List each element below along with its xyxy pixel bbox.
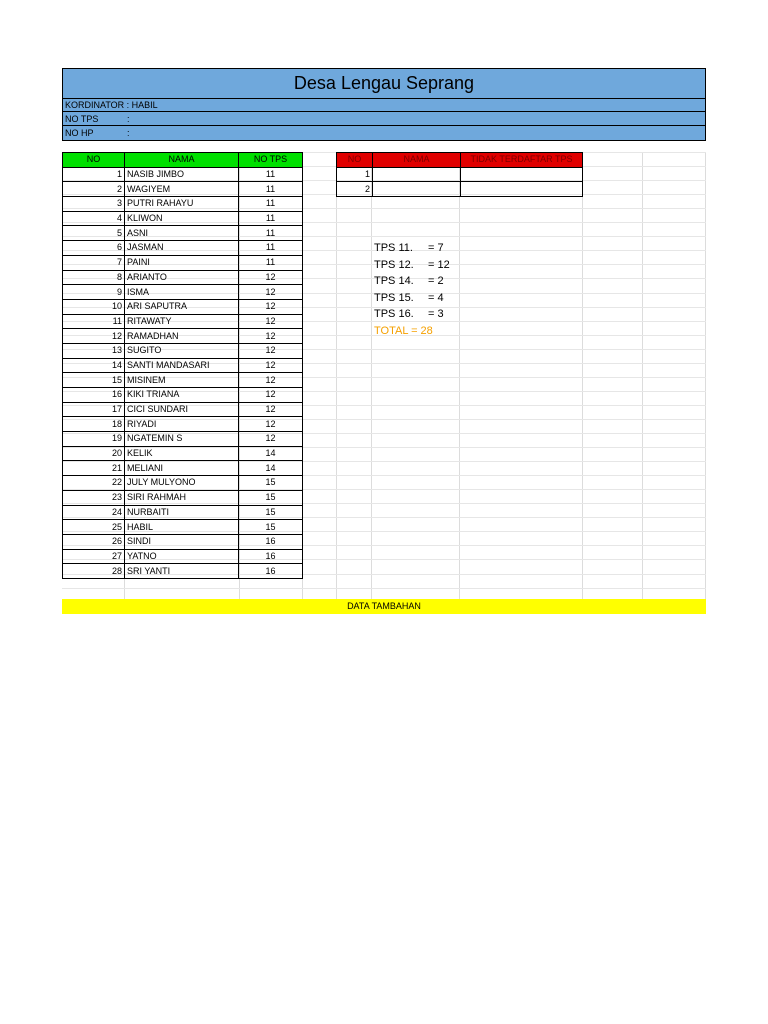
table-row <box>63 549 303 564</box>
summary-label: TPS 12. <box>374 258 414 271</box>
row-keterangan <box>461 182 583 197</box>
row-no: 11 <box>63 314 125 329</box>
col-no-tps: NO TPS <box>239 153 303 168</box>
row-nama: YATNO <box>125 549 239 564</box>
row-tps: 12 <box>239 285 303 300</box>
row-nama: NASIB JIMBO <box>125 167 239 182</box>
row-no: 1 <box>337 167 373 182</box>
row-no: 23 <box>63 490 125 505</box>
row-nama: ASNI <box>125 226 239 241</box>
row-tps: 14 <box>239 446 303 461</box>
row-tps: 16 <box>239 534 303 549</box>
summary-label: TPS 14. <box>374 275 414 288</box>
summary-line <box>374 240 444 256</box>
row-nama: ISMA <box>125 285 239 300</box>
row-no: 2 <box>337 182 373 197</box>
row-no: 9 <box>63 285 125 300</box>
row-nama: RIYADI <box>125 417 239 432</box>
summary-line <box>374 273 444 289</box>
col-no: NO <box>337 153 373 168</box>
table-row <box>63 490 303 505</box>
row-tps: 11 <box>239 197 303 212</box>
row-no: 7 <box>63 255 125 270</box>
col-nama: NAMA <box>373 153 461 168</box>
row-tps: 12 <box>239 373 303 388</box>
row-nama: JULY MULYONO <box>125 476 239 491</box>
row-no: 18 <box>63 417 125 432</box>
row-no: 17 <box>63 402 125 417</box>
row-nama: MISINEM <box>125 373 239 388</box>
table-row <box>63 270 303 285</box>
table-row <box>63 299 303 314</box>
table-row <box>63 358 303 373</box>
grid-line <box>62 588 706 589</box>
tps-row <box>63 112 705 126</box>
row-tps: 12 <box>239 388 303 403</box>
summary-value: = 2 <box>428 275 444 288</box>
row-no: 13 <box>63 343 125 358</box>
summary-line <box>374 257 450 273</box>
row-no: 15 <box>63 373 125 388</box>
table-row <box>63 373 303 388</box>
row-tps: 14 <box>239 461 303 476</box>
row-tps: 12 <box>239 358 303 373</box>
summary-label: TPS 16. <box>374 308 414 321</box>
row-no: 21 <box>63 461 125 476</box>
row-no: 3 <box>63 197 125 212</box>
row-tps: 16 <box>239 549 303 564</box>
summary-value: = 3 <box>428 308 444 321</box>
row-nama: PAINI <box>125 255 239 270</box>
table-row <box>337 182 583 197</box>
table-row <box>63 329 303 344</box>
row-nama: KLIWON <box>125 211 239 226</box>
table-row <box>63 417 303 432</box>
row-tps: 15 <box>239 476 303 491</box>
coordinator-row <box>63 98 705 112</box>
table-row <box>63 211 303 226</box>
row-nama: SIRI RAHMAH <box>125 490 239 505</box>
row-nama: MELIANI <box>125 461 239 476</box>
table-row <box>63 446 303 461</box>
sheet-header <box>62 68 706 141</box>
row-no: 20 <box>63 446 125 461</box>
row-nama: RITAWATY <box>125 314 239 329</box>
row-tps: 15 <box>239 490 303 505</box>
voter-table <box>62 152 303 579</box>
row-no: 24 <box>63 505 125 520</box>
col-nama: NAMA <box>125 153 239 168</box>
row-no: 6 <box>63 241 125 256</box>
row-tps: 11 <box>239 226 303 241</box>
row-tps: 12 <box>239 314 303 329</box>
row-nama: RAMADHAN <box>125 329 239 344</box>
table-row <box>63 402 303 417</box>
col-tidak-terdaftar: TIDAK TERDAFTAR TPS <box>461 153 583 168</box>
col-no: NO <box>63 153 125 168</box>
row-no: 2 <box>63 182 125 197</box>
table-row <box>63 197 303 212</box>
row-no: 14 <box>63 358 125 373</box>
row-nama: HABIL <box>125 520 239 535</box>
row-tps: 11 <box>239 167 303 182</box>
table-row <box>63 520 303 535</box>
row-nama: NGATEMIN S <box>125 432 239 447</box>
row-no: 8 <box>63 270 125 285</box>
table-row <box>63 255 303 270</box>
row-tps: 11 <box>239 255 303 270</box>
row-nama: SANTI MANDASARI <box>125 358 239 373</box>
row-nama: CICI SUNDARI <box>125 402 239 417</box>
table-row <box>63 388 303 403</box>
phone-label: NO HP <box>65 128 94 138</box>
row-no: 26 <box>63 534 125 549</box>
table-row <box>63 226 303 241</box>
row-tps: 12 <box>239 402 303 417</box>
table-row <box>63 182 303 197</box>
table-row <box>63 314 303 329</box>
row-keterangan <box>461 167 583 182</box>
row-tps: 11 <box>239 241 303 256</box>
page-title: Desa Lengau Seprang <box>63 69 705 99</box>
row-no: 27 <box>63 549 125 564</box>
summary-label: TPS 15. <box>374 291 414 304</box>
table-row <box>63 167 303 182</box>
summary-line <box>374 306 444 322</box>
row-nama: KELIK <box>125 446 239 461</box>
table-row <box>337 167 583 182</box>
row-no: 4 <box>63 211 125 226</box>
table-row <box>63 476 303 491</box>
row-no: 19 <box>63 432 125 447</box>
row-nama: KIKI TRIANA <box>125 388 239 403</box>
row-tps: 16 <box>239 564 303 579</box>
summary-value: = 4 <box>428 291 444 304</box>
table-row <box>63 505 303 520</box>
row-no: 5 <box>63 226 125 241</box>
row-tps: 12 <box>239 343 303 358</box>
summary-line <box>374 290 444 306</box>
table-row <box>63 241 303 256</box>
footer-bar: DATA TAMBAHAN <box>62 599 706 614</box>
summary-total: TOTAL = 28 <box>374 325 433 337</box>
table-row <box>63 534 303 549</box>
unregistered-table <box>336 152 583 197</box>
tps-label: NO TPS <box>65 114 99 124</box>
row-nama: SINDI <box>125 534 239 549</box>
row-tps: 11 <box>239 211 303 226</box>
summary-label: TPS 11. <box>374 242 413 254</box>
row-nama: ARI SAPUTRA <box>125 299 239 314</box>
unregistered-table-header <box>337 153 583 168</box>
row-no: 10 <box>63 299 125 314</box>
row-tps: 15 <box>239 505 303 520</box>
table-row <box>63 432 303 447</box>
row-tps: 12 <box>239 270 303 285</box>
row-nama <box>373 182 461 197</box>
row-nama: SUGITO <box>125 343 239 358</box>
table-row <box>63 343 303 358</box>
voter-table-header <box>63 153 303 168</box>
phone-colon: : <box>127 128 130 138</box>
phone-row <box>63 126 705 140</box>
row-tps: 12 <box>239 417 303 432</box>
row-no: 12 <box>63 329 125 344</box>
row-tps: 12 <box>239 432 303 447</box>
row-no: 25 <box>63 520 125 535</box>
row-tps: 12 <box>239 299 303 314</box>
row-nama: ARIANTO <box>125 270 239 285</box>
row-tps: 12 <box>239 329 303 344</box>
row-no: 28 <box>63 564 125 579</box>
row-nama <box>373 167 461 182</box>
row-tps: 15 <box>239 520 303 535</box>
table-row <box>63 564 303 579</box>
row-no: 1 <box>63 167 125 182</box>
coordinator-label: KORDINATOR : HABIL <box>65 100 158 110</box>
row-nama: PUTRI RAHAYU <box>125 197 239 212</box>
row-no: 16 <box>63 388 125 403</box>
row-tps: 11 <box>239 182 303 197</box>
row-no: 22 <box>63 476 125 491</box>
summary-value: = 12 <box>428 258 450 271</box>
row-nama: WAGIYEM <box>125 182 239 197</box>
tps-colon: : <box>127 114 130 124</box>
summary-value: = 7 <box>428 242 444 254</box>
row-nama: JASMAN <box>125 241 239 256</box>
table-row <box>63 285 303 300</box>
table-row <box>63 461 303 476</box>
row-nama: SRI YANTI <box>125 564 239 579</box>
row-nama: NURBAITI <box>125 505 239 520</box>
